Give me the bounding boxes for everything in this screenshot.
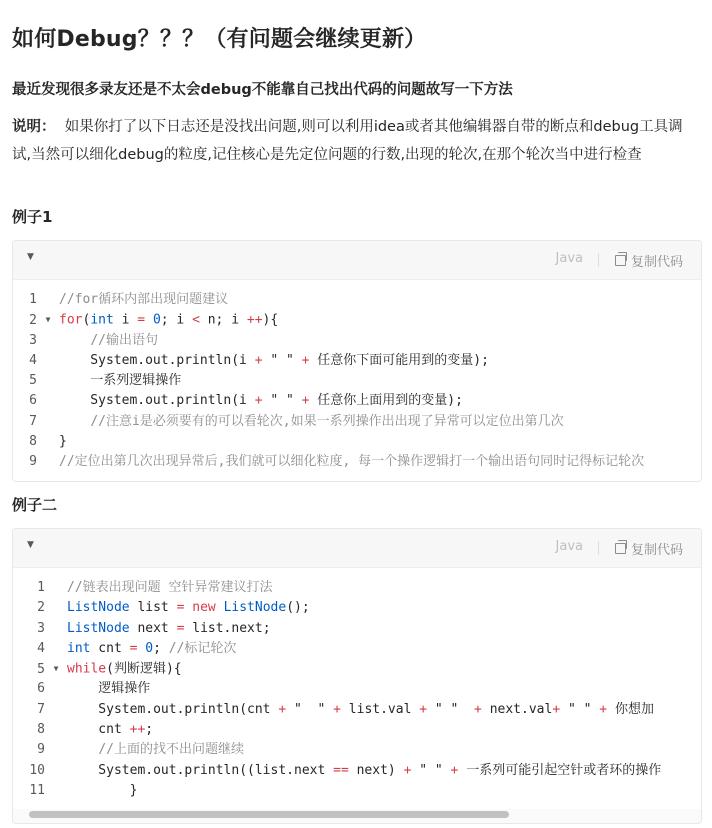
code-text: while(判断逻辑){ bbox=[67, 661, 182, 677]
code-text: 一系列逻辑操作 bbox=[59, 373, 182, 389]
code-text: ListNode next = list.next; bbox=[67, 620, 271, 636]
code-line bbox=[21, 598, 701, 618]
code-block-2 bbox=[12, 528, 702, 824]
line-number: 5 bbox=[37, 661, 45, 677]
code-text: //输出语句 bbox=[90, 332, 158, 348]
code-text: ListNode list = new ListNode(); bbox=[67, 600, 310, 616]
code-block-2-header bbox=[13, 529, 701, 568]
code-text: //上面的找不出问题继续 bbox=[98, 742, 244, 758]
collapse-caret-icon[interactable]: ▼ bbox=[27, 540, 34, 550]
header-divider bbox=[598, 541, 599, 555]
code-text: for(int i = 0; i < n; i ++){ bbox=[59, 312, 279, 328]
copy-icon bbox=[615, 543, 626, 554]
copy-label: 复制代码 bbox=[630, 543, 683, 558]
copy-icon bbox=[615, 255, 626, 266]
code-body-2 bbox=[13, 568, 701, 809]
note-paragraph bbox=[12, 113, 700, 169]
code-line bbox=[21, 619, 701, 639]
code-body-1 bbox=[13, 280, 701, 481]
example1-title: 例子1 bbox=[12, 208, 53, 226]
copy-code-button[interactable] bbox=[615, 539, 683, 558]
code-line bbox=[13, 371, 701, 391]
code-text: System.out.println((list.next == next) + " " + 一系列可能引起空针或者环的操作 bbox=[67, 762, 662, 778]
line-number: 7 bbox=[37, 701, 45, 717]
code-text: //注意i是必须要有的可以看轮次,如果一系列操作出出现了异常可以定位出第几次 bbox=[90, 413, 564, 429]
code-text: //定位出第几次出现异常后,我们就可以细化粒度, 每一个操作逻辑打一个输出语句同时记得标记轮次 bbox=[59, 454, 645, 470]
note-text: 如果你打了以下日志还是没找出问题,则可以利用idea或者其他编辑器自带的断点和debug工具调试,当然可以细化debug的粒度,记住核心是先定位问题的行数,出现的轮次,在那个轮次当中进行检查 bbox=[12, 119, 683, 163]
code-line bbox=[21, 639, 701, 659]
code-language: Java bbox=[555, 251, 583, 266]
line-number: 6 bbox=[37, 681, 45, 697]
copy-code-button[interactable] bbox=[615, 251, 683, 270]
code-block-1-header bbox=[13, 241, 701, 280]
line-number: 9 bbox=[37, 742, 45, 758]
line-number: 11 bbox=[29, 782, 45, 798]
code-line bbox=[13, 412, 701, 432]
line-number: 10 bbox=[29, 762, 45, 778]
code-text: int cnt = 0; //标记轮次 bbox=[67, 640, 237, 656]
code-line bbox=[21, 740, 701, 760]
line-number: 4 bbox=[37, 640, 45, 656]
code-text: } bbox=[59, 434, 67, 450]
code-text: System.out.println(i + " " + 任意你上面用到的变量); bbox=[59, 393, 463, 409]
fold-toggle-icon[interactable]: ▼ bbox=[45, 315, 51, 325]
line-number: 3 bbox=[37, 620, 45, 636]
line-number: 5 bbox=[29, 373, 37, 389]
code-line bbox=[21, 781, 701, 801]
code-line bbox=[13, 331, 701, 351]
code-text: //链表出现问题 空针异常建议打法 bbox=[67, 580, 273, 595]
line-number: 2 bbox=[29, 312, 37, 328]
horizontal-scrollbar[interactable] bbox=[29, 811, 509, 818]
header-divider bbox=[598, 253, 599, 267]
collapse-caret-icon[interactable]: ▼ bbox=[27, 252, 34, 262]
code-text: System.out.println(i + " " + 任意你下面可能用到的变量); bbox=[59, 352, 489, 368]
code-text: } bbox=[67, 782, 138, 798]
code-line bbox=[13, 432, 701, 452]
code-block-1 bbox=[12, 240, 702, 482]
intro-text: 最近发现很多录友还是不太会debug不能靠自己找出代码的问题故写一下方法 bbox=[12, 82, 513, 98]
example2-title: 例子二 bbox=[12, 496, 58, 514]
line-number: 1 bbox=[37, 580, 45, 595]
code-line bbox=[21, 700, 701, 720]
page-title: 如何Debug？？？（有问题会继续更新） bbox=[12, 27, 427, 52]
line-number: 7 bbox=[29, 413, 37, 429]
code-line bbox=[21, 720, 701, 740]
line-number: 8 bbox=[37, 722, 45, 738]
code-language: Java bbox=[555, 539, 583, 554]
code-line bbox=[13, 310, 701, 330]
line-number: 1 bbox=[29, 292, 37, 307]
line-number: 3 bbox=[29, 332, 37, 348]
line-number: 9 bbox=[29, 454, 37, 470]
code-line bbox=[21, 761, 701, 781]
code-text: System.out.println(cnt + " " + list.val + " " + next.val+ " " + 你想加 bbox=[67, 701, 654, 717]
code-text: //for循环内部出现问题建议 bbox=[59, 292, 229, 307]
code-line bbox=[13, 351, 701, 371]
code-line bbox=[21, 578, 701, 598]
code-line bbox=[13, 391, 701, 411]
code-line bbox=[21, 659, 701, 679]
line-number: 2 bbox=[37, 600, 45, 616]
code-line bbox=[13, 452, 701, 472]
code-line bbox=[21, 679, 701, 699]
code-text: 逻辑操作 bbox=[67, 681, 151, 697]
code-line bbox=[13, 290, 701, 310]
line-number: 6 bbox=[29, 393, 37, 409]
code-text: cnt ++; bbox=[67, 722, 154, 738]
line-number: 4 bbox=[29, 352, 37, 368]
copy-label: 复制代码 bbox=[630, 255, 683, 270]
fold-toggle-icon[interactable]: ▼ bbox=[53, 664, 59, 674]
line-number: 8 bbox=[29, 434, 37, 450]
note-label: 说明： bbox=[12, 119, 56, 135]
